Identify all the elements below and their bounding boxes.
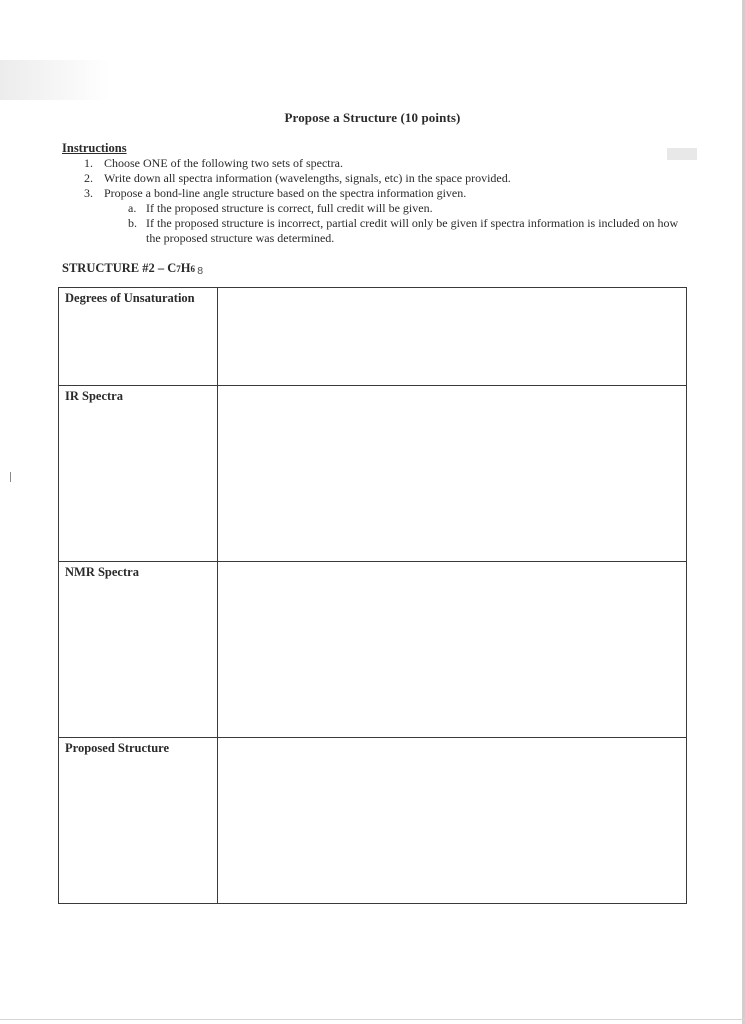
table-row — [59, 738, 687, 904]
row-label-nmr-spectra: NMR Spectra — [59, 562, 218, 738]
formula-subscript-6: 6 — [190, 264, 195, 274]
structure-prefix: STRUCTURE #2 – C — [62, 261, 177, 275]
table-row — [59, 562, 687, 738]
table-row — [59, 288, 687, 386]
list-item — [62, 171, 682, 186]
row-label-degrees-of-unsaturation: Degrees of Unsaturation — [59, 288, 218, 386]
scan-mark — [10, 472, 11, 482]
list-item — [62, 186, 682, 201]
sub-list-item-text: If the proposed structure is correct, full credit will be given. — [146, 201, 433, 215]
page-title: Propose a Structure (10 points) — [284, 110, 461, 125]
scan-bottom-edge — [0, 1019, 745, 1020]
row-label-ir-spectra: IR Spectra — [59, 386, 218, 562]
answer-box-proposed-structure[interactable] — [217, 738, 686, 904]
answer-table — [58, 287, 687, 904]
list-item-text: Choose ONE of the following two sets of spectra. — [104, 156, 343, 170]
instructions-list — [62, 156, 682, 246]
handwritten-correction: 8 — [197, 266, 204, 277]
list-item-number: 3. — [84, 186, 93, 200]
sub-list-item-letter: b. — [128, 216, 137, 230]
instructions-heading: Instructions — [62, 141, 127, 155]
row-label-proposed-structure: Proposed Structure — [59, 738, 218, 904]
formula-h: H — [180, 261, 191, 275]
list-item — [62, 156, 682, 171]
list-item-number: 2. — [84, 171, 93, 185]
list-item-text: Write down all spectra information (wavelengths, signals, etc) in the space provided. — [104, 171, 511, 185]
scan-shadow — [0, 60, 110, 100]
sub-list-item-letter: a. — [128, 201, 137, 215]
list-item-number: 1. — [84, 156, 93, 170]
structure-heading — [62, 261, 203, 277]
table-row — [59, 386, 687, 562]
answer-box-degrees-of-unsaturation[interactable] — [217, 288, 686, 386]
sub-list-item — [62, 216, 682, 246]
formula-subscript-7: 7 — [176, 264, 181, 274]
answer-box-ir-spectra[interactable] — [217, 386, 686, 562]
list-item-text: Propose a bond-line angle structure based on the spectra information given. — [104, 186, 467, 200]
answer-box-nmr-spectra[interactable] — [217, 562, 686, 738]
sub-list-item-text: If the proposed structure is incorrect, partial credit will only be given if spectra information is included on how the proposed structure was determined. — [146, 216, 679, 245]
sub-list-item — [62, 201, 682, 216]
